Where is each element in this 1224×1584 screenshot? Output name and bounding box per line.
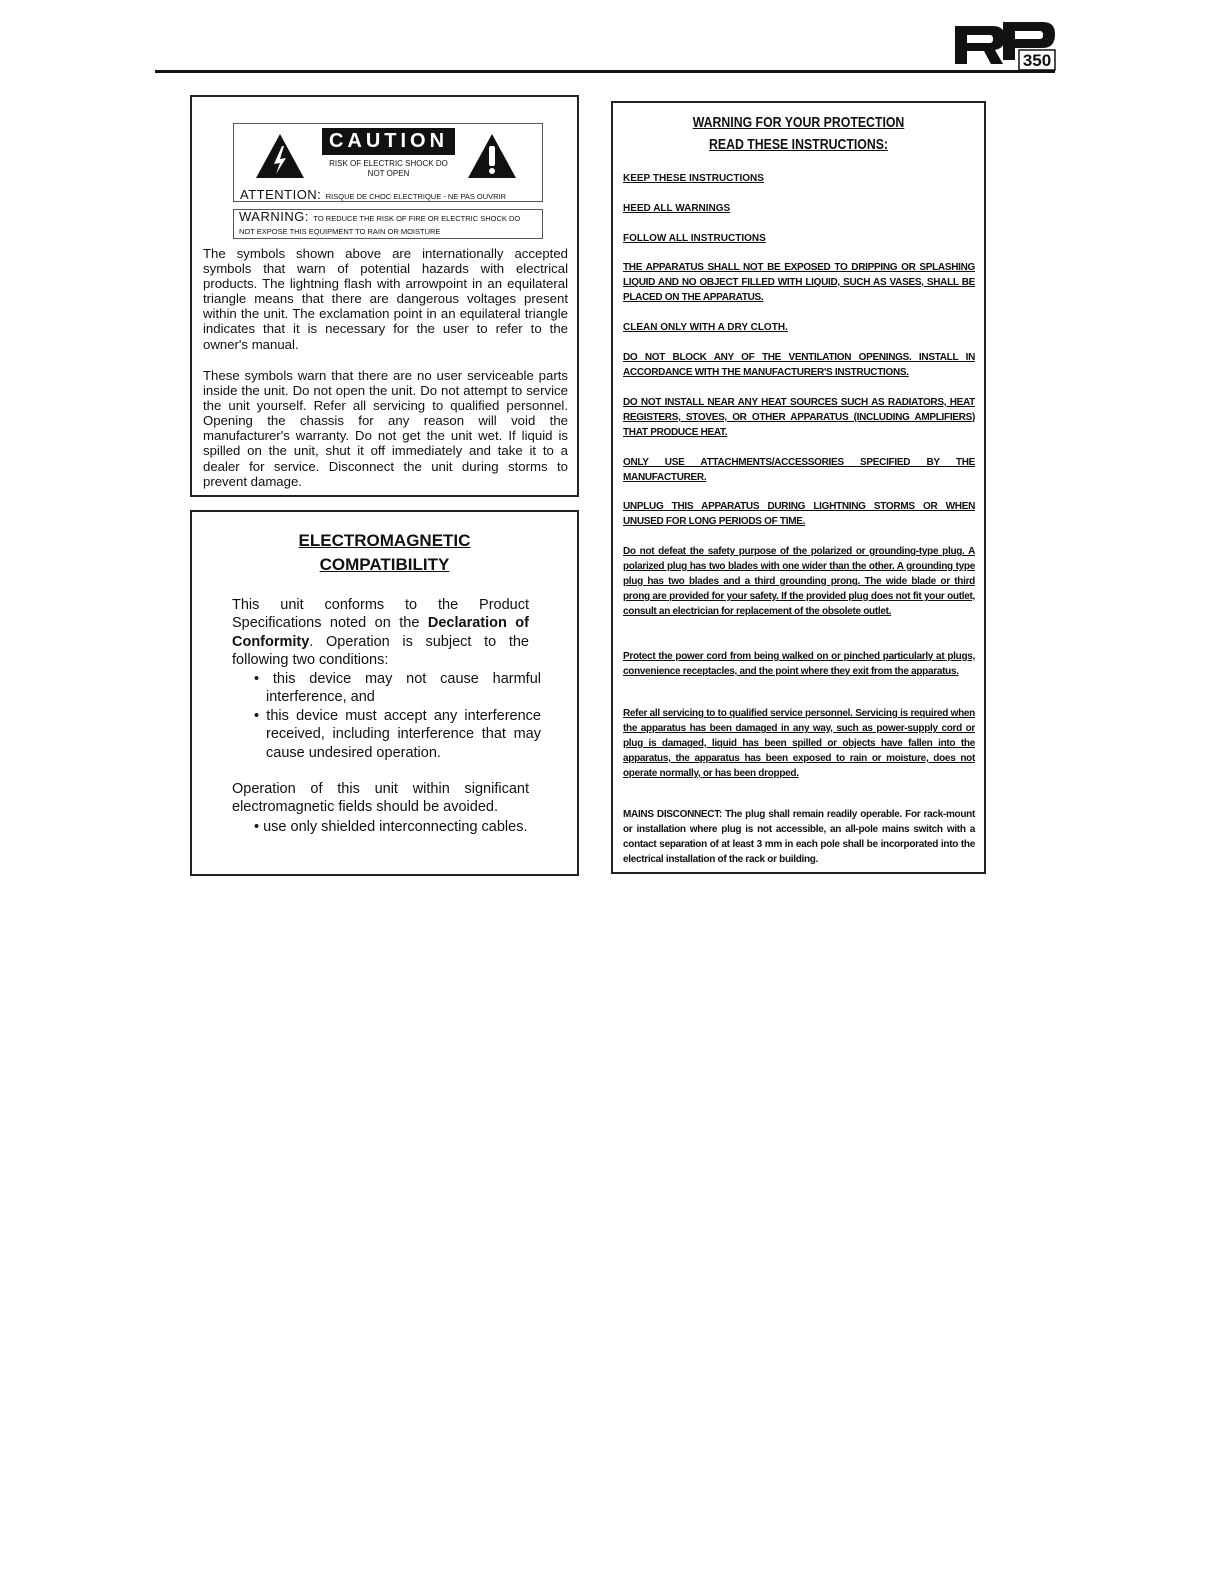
emc-p1-before: This unit conforms to the Product Specifications noted on the — [232, 597, 529, 632]
instruction-unplug: UNPLUG THIS APPARATUS DURING LIGHTNING STORMS OR WHEN UNUSED FOR LONG PERIODS OF TIME. — [623, 501, 975, 527]
attention-label: ATTENTION: — [240, 187, 322, 202]
emc-box — [190, 510, 579, 876]
emc-title — [192, 529, 577, 577]
attention-text: RISQUE DE CHOC ELECTRIQUE - NE PAS OUVRIR — [325, 192, 507, 201]
instruction-mains-disconnect — [623, 807, 975, 867]
warning-heading — [646, 112, 950, 156]
symbols-paragraph: The symbols shown above are internationally accepted symbols that warn of potential hazards with electrical products. The lightning flash with arrowpoint in an equilateral triangle means that there are dangerous voltages present within the unit. The exclamation point in an equilateral triangle indicates that it is necessary for the user to refer to the owner's manual. — [203, 246, 568, 352]
instruction-follow: FOLLOW ALL INSTRUCTIONS — [623, 233, 766, 244]
instruction-polarized-plug: Do not defeat the safety purpose of the polarized or grounding-type plug. A polarized plug has two blades with one wider than the other. A grounding type plug has two blades and a third grounding prong. The wide blade or third prong are provided for your safety. If the provided plug does not fit your outlet, consult an electrician for replacement of the obsolete outlet. — [623, 546, 975, 617]
lightning-warning-icon — [254, 132, 306, 180]
rp350-logo — [953, 18, 1057, 72]
exclamation-warning-icon — [466, 132, 518, 180]
instruction-power-cord: Protect the power cord from being walked on or pinched particularly at plugs, convenience receptacles, and the point where they exit from the apparatus. — [623, 651, 975, 677]
emc-title-line1: ELECTROMAGNETIC — [298, 531, 471, 550]
emc-bullet-1: • this device may not cause harmful interference, and — [254, 671, 541, 706]
warning-label — [233, 209, 543, 239]
caution-label — [233, 123, 543, 202]
instruction-ventilation: DO NOT BLOCK ANY OF THE VENTILATION OPENINGS. INSTALL IN ACCORDANCE WITH THE MANUFACTURER'S INSTRUCTIONS. — [623, 352, 975, 378]
mains-disconnect-text: The plug shall remain readily operable. For rack-mount or installation where plug is not accessible, an all-pole mains switch with a contact separation of at least 3 mm in each pole shall be incorporated into the electrical installation of the rack or building. — [623, 809, 975, 865]
emc-title-line2: COMPATIBILITY — [319, 555, 450, 574]
warning-box — [611, 101, 986, 874]
instruction-heat: DO NOT INSTALL NEAR ANY HEAT SOURCES SUCH AS RADIATORS, HEAT REGISTERS, STOVES, OR OTHER APPARATUS (INCLUDING AMPLIFIERS) THAT PRODUCE HEAT. — [623, 397, 975, 438]
caution-box — [190, 95, 579, 497]
caution-subtitle: RISK OF ELECTRIC SHOCK DO NOT OPEN — [329, 159, 448, 178]
logo-model: 350 — [1022, 51, 1052, 70]
instruction-liquid: THE APPARATUS SHALL NOT BE EXPOSED TO DRIPPING OR SPLASHING LIQUID AND NO OBJECT FILLED WITH LIQUID, SUCH AS VASES, SHALL BE PLACED ON THE APPARATUS. — [623, 262, 975, 303]
instruction-heed: HEED ALL WARNINGS — [623, 203, 731, 214]
warning-label-text: TO REDUCE THE RISK OF FIRE OR ELECTRIC SHOCK DO NOT EXPOSE THIS EQUIPMENT TO RAIN OR MOISTURE — [239, 214, 521, 236]
service-paragraph: These symbols warn that there are no user serviceable parts inside the unit. Do not open the unit. Do not attempt to service the unit yourself. Refer all servicing to qualified personnel. Opening the chassis for any reason will void the manufacturer's warranty. Do not get the unit wet. If liquid is spilled on the unit, shut it off immediately and take it to a dealer for service. Disconnect the unit during storms to prevent damage. — [203, 368, 568, 489]
emc-bullet-2: • this device must accept any interference received, including interference that may cause undesired operation. — [254, 708, 541, 761]
instruction-clean: CLEAN ONLY WITH A DRY CLOTH. — [623, 322, 788, 333]
warning-label-title: WARNING: — [239, 209, 309, 224]
mains-disconnect-label: MAINS DISCONNECT: — [623, 809, 722, 820]
instruction-keep: KEEP THESE INSTRUCTIONS — [623, 173, 764, 184]
emc-paragraph-2: Operation of this unit within significant electromagnetic fields should be avoided. — [232, 781, 529, 816]
warning-heading-2: READ THESE INSTRUCTIONS: — [708, 136, 889, 153]
instruction-attachments: ONLY USE ATTACHMENTS/ACCESSORIES SPECIFIED BY THE MANUFACTURER. — [623, 457, 975, 483]
instruction-servicing: Refer all servicing to to qualified service personnel. Servicing is required when the apparatus has been damaged in any way, such as power-supply cord or plug is damaged, liquid has been spilled or objects have fallen into the apparatus, the apparatus has been exposed to rain or moisture, does not operate normally, or has been dropped. — [623, 708, 975, 779]
caution-title: CAUTION — [322, 128, 455, 155]
warning-heading-1: WARNING FOR YOUR PROTECTION — [692, 114, 905, 131]
emc-paragraph-1 — [232, 596, 529, 670]
emc-p1-bold: Declaration of Conformity — [232, 615, 529, 650]
header-rule — [155, 70, 1055, 73]
attention-line — [240, 186, 540, 204]
emc-bullet-3: • use only shielded interconnecting cables. — [254, 819, 528, 835]
emc-p1-after: . Operation is subject to the following two conditions: — [232, 633, 529, 669]
